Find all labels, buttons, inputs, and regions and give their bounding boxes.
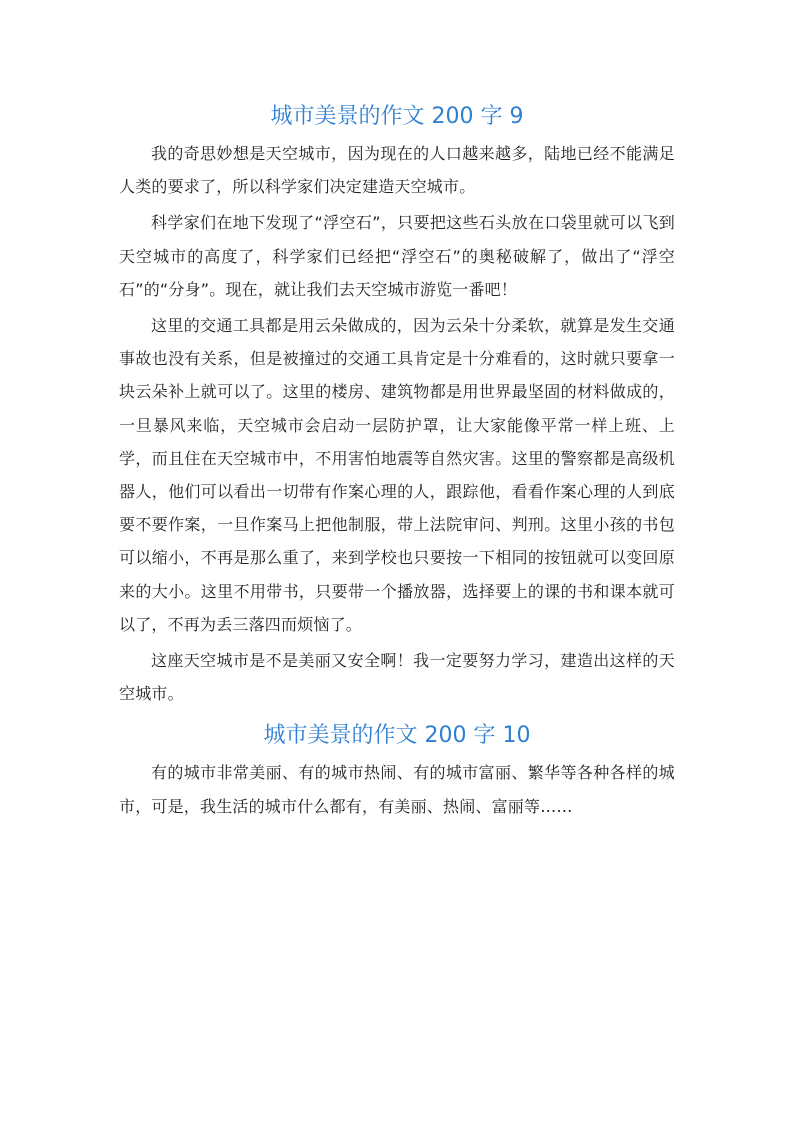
paragraph: 这里的交通工具都是用云朵做成的，因为云朵十分柔软，就算是发生交通事故也没有关系，但是被撞过的交通工具肯定是十分难看的，这时就只要拿一块云朵补上就可以了。这里的楼房、建筑物都是用世界最坚固的材料做成的，一旦暴风来临，天空城市会启动一层防护罩，让大家能像平常一样上班、上学，而且住在天空城市中，不用害怕地震等自然灾害。这里的警察都是高级机器人，他们可以看出一切带有作案心理的人，跟踪他，看看作案心理的人到底要不要作案，一旦作案马上把他制服，带上法院审问、判刑。这里小孩的书包可以缩小，不再是那么重了，来到学校也只要按一下相同的按钮就可以变回原来的大小。这里不用带书，只要带一个播放器，选择要上的课的书和课本就可以了，不再为丢三落四而烦恼了。 xyxy=(119,316,675,634)
section-title: 城市美景的作文 200 字 10 xyxy=(263,723,531,749)
paragraph: 这座天空城市是不是美丽又安全啊！我一定要努力学习，建造出这样的天空城市。 xyxy=(119,651,675,704)
paragraph: 我的奇思妙想是天空城市，因为现在的人口越来越多，陆地已经不能满足人类的要求了，所以科学家们决定建造天空城市。 xyxy=(119,144,675,197)
essay-section xyxy=(119,719,675,822)
section-title: 城市美景的作文 200 字 9 xyxy=(270,104,524,129)
document-content xyxy=(119,100,675,823)
paragraph: 有的城市非常美丽、有的城市热闹、有的城市富丽、繁华等各种各样的城市，可是，我生活的城市什么都有，有美丽、热闹、富丽等…… xyxy=(119,763,675,816)
essay-section xyxy=(119,100,675,710)
paragraph: 科学家们在地下发现了“浮空石”，只要把这些石头放在口袋里就可以飞到天空城市的高度了，科学家们已经把“浮空石”的奥秘破解了，做出了“浮空石”的“分身”。现在，就让我们去天空城市游览一番吧！ xyxy=(119,213,675,299)
